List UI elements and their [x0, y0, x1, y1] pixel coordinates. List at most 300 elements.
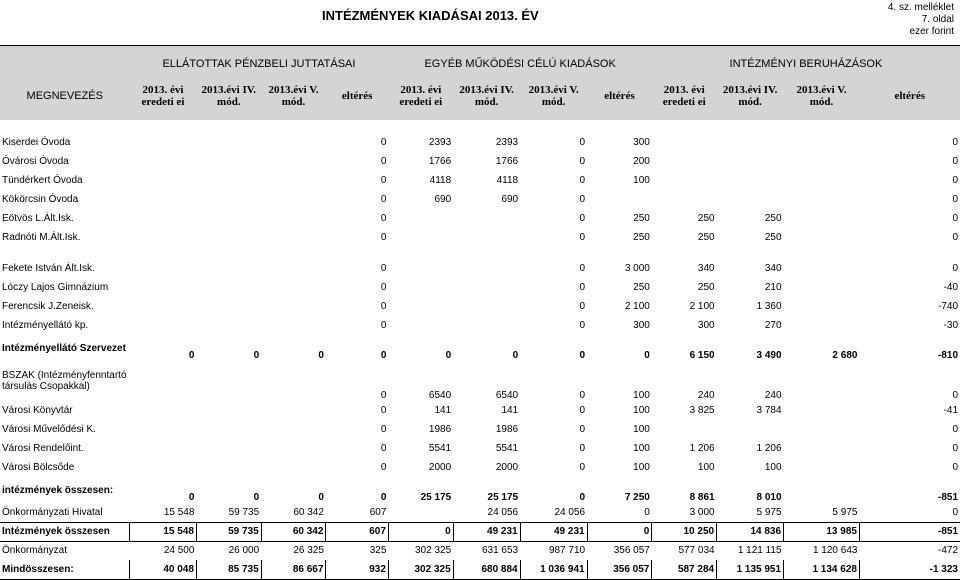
- value-cell: 0: [388, 522, 453, 541]
- value-cell: 14 836: [717, 522, 784, 541]
- value-cell: 1 036 941: [520, 560, 587, 579]
- value-cell: 932: [326, 560, 389, 579]
- value-cell: [453, 228, 520, 247]
- value-cell: 0: [380, 194, 387, 205]
- value-cell: 2393: [428, 137, 452, 148]
- value-cell: 356 057: [613, 545, 650, 557]
- value-cell: [129, 228, 196, 247]
- row-label: Óvárosi Óvoda: [2, 156, 69, 167]
- table-row: [0, 335, 960, 361]
- value-cell: 10 250: [652, 522, 717, 541]
- value-cell: 15 548: [163, 506, 195, 518]
- table-row: [0, 477, 960, 503]
- value-cell: -851: [859, 522, 960, 541]
- value-cell: 240: [764, 390, 782, 401]
- value-cell: 240: [697, 390, 715, 401]
- value-cell: 100: [633, 390, 650, 401]
- value-cell: 340: [697, 263, 715, 274]
- value-cell: [784, 228, 860, 247]
- value-cell: 250: [633, 232, 650, 243]
- value-cell: [261, 228, 326, 247]
- value-cell: 24 056: [487, 506, 519, 518]
- value-cell: 0: [579, 263, 586, 274]
- value-cell: 0: [318, 350, 324, 361]
- value-cell: 1 120 643: [812, 545, 858, 557]
- value-cell: [652, 171, 717, 190]
- table-row: [0, 458, 960, 477]
- value-cell: 690: [434, 194, 452, 205]
- value-cell: 3 825: [689, 405, 715, 416]
- row-label: Intézményellátó kp.: [2, 320, 89, 331]
- value-cell: 0: [380, 282, 387, 293]
- value-cell: [784, 190, 860, 209]
- value-cell: 5541: [428, 443, 452, 454]
- value-cell: [261, 361, 326, 401]
- value-cell: 0: [380, 175, 387, 186]
- value-cell: 270: [764, 320, 782, 331]
- value-cell: [388, 297, 453, 316]
- value-cell: [261, 171, 326, 190]
- value-cell: 302 325: [415, 545, 452, 557]
- value-cell: [196, 209, 261, 228]
- value-cell: [453, 316, 520, 335]
- value-cell: 0: [579, 156, 586, 167]
- value-cell: [261, 458, 326, 477]
- value-cell: 5 975: [832, 506, 858, 518]
- value-cell: 1766: [428, 156, 452, 167]
- table-row: [0, 541, 960, 560]
- value-cell: 25 175: [420, 492, 452, 503]
- table-row: [0, 228, 960, 247]
- value-cell: 0: [579, 301, 586, 312]
- row-label: Intézmények összesen: [0, 522, 129, 541]
- value-cell: 0: [579, 320, 586, 331]
- value-cell: [129, 439, 196, 458]
- value-cell: 0: [380, 137, 387, 148]
- value-cell: [196, 133, 261, 152]
- value-cell: [129, 190, 196, 209]
- value-cell: -30: [943, 320, 958, 331]
- value-cell: [196, 278, 261, 297]
- value-cell: 0: [952, 506, 958, 518]
- value-cell: [129, 458, 196, 477]
- value-cell: [129, 152, 196, 171]
- value-cell: 0: [579, 443, 586, 454]
- value-cell: [196, 401, 261, 420]
- value-cell: 0: [579, 213, 586, 224]
- row-label: Önkormányzati Hivatal: [2, 506, 103, 518]
- value-cell: 100: [633, 443, 650, 454]
- table-row: [0, 171, 960, 190]
- value-cell: 4118: [496, 175, 519, 186]
- value-cell: [784, 361, 860, 401]
- value-cell: 0: [644, 350, 650, 361]
- col-header: 2013.évi V. mód.: [268, 84, 319, 108]
- value-cell: 200: [633, 156, 650, 167]
- value-cell: [196, 361, 261, 401]
- table-row: [0, 133, 960, 152]
- value-cell: 59 735: [196, 522, 261, 541]
- value-cell: 0: [952, 194, 958, 205]
- value-cell: [784, 209, 860, 228]
- value-cell: 250: [764, 232, 782, 243]
- value-cell: 0: [380, 424, 387, 435]
- value-cell: 3 784: [756, 405, 782, 416]
- col-header: 2013.évi IV. mód.: [722, 84, 778, 108]
- value-cell: 0: [579, 350, 586, 361]
- table-row: [0, 361, 960, 401]
- col-header: eltérés: [894, 90, 925, 102]
- value-cell: 987 710: [548, 545, 586, 557]
- row-label: Fekete István Ált.Isk.: [2, 263, 95, 274]
- value-cell: 0: [380, 350, 387, 361]
- value-cell: 59 735: [228, 506, 260, 518]
- value-cell: 6540: [495, 390, 519, 401]
- value-cell: 1 121 115: [737, 545, 782, 557]
- value-cell: [784, 420, 860, 439]
- value-cell: [129, 171, 196, 190]
- value-cell: 2 100: [624, 301, 650, 312]
- row-label: Ferencsik J.Zeneisk.: [2, 301, 94, 312]
- value-cell: [129, 259, 196, 278]
- value-cell: 0: [952, 232, 958, 243]
- value-cell: 0: [253, 350, 260, 361]
- value-cell: 0: [579, 232, 586, 243]
- value-cell: [784, 316, 860, 335]
- value-cell: 0: [952, 175, 958, 186]
- row-label: Tündérkert Óvoda: [2, 175, 83, 186]
- value-cell: 0: [380, 156, 387, 167]
- value-cell: [388, 259, 453, 278]
- value-cell: 1 135 951: [717, 560, 784, 579]
- value-cell: 2393: [495, 137, 519, 148]
- value-cell: [196, 420, 261, 439]
- page-number: 7. oldal: [921, 14, 954, 25]
- value-cell: 0: [579, 462, 586, 473]
- value-cell: [717, 152, 784, 171]
- row-label: Radnóti M.Ált.Isk.: [2, 232, 81, 243]
- value-cell: 587 284: [652, 560, 717, 579]
- value-cell: 356 057: [587, 560, 652, 579]
- value-cell: 2 680: [832, 350, 858, 361]
- value-cell: 0: [952, 424, 958, 435]
- value-cell: 0: [952, 263, 958, 274]
- value-cell: 0: [579, 424, 586, 435]
- value-cell: 210: [764, 282, 782, 293]
- expenditure-table: [0, 45, 960, 580]
- value-cell: 0: [380, 263, 387, 274]
- value-cell: [784, 477, 860, 503]
- value-cell: 250: [633, 282, 650, 293]
- value-cell: 24 056: [554, 506, 586, 518]
- col-header: 2013. évi eredeti ei: [141, 84, 185, 108]
- value-cell: 0: [952, 137, 958, 148]
- value-cell: 250: [633, 213, 650, 224]
- name-column-header: MEGNEVEZÉS: [26, 90, 103, 102]
- value-cell: 0: [380, 320, 387, 331]
- value-cell: [388, 278, 453, 297]
- value-cell: [196, 458, 261, 477]
- value-cell: [261, 259, 326, 278]
- table-row: [0, 401, 960, 420]
- value-cell: -472: [937, 545, 958, 557]
- value-cell: 0: [380, 405, 387, 416]
- value-cell: [453, 297, 520, 316]
- row-label: intézmények összesen:: [2, 484, 114, 496]
- value-cell: [717, 190, 784, 209]
- value-cell: 300: [633, 320, 650, 331]
- value-cell: [587, 190, 652, 209]
- value-cell: 0: [253, 492, 260, 503]
- value-cell: 0: [587, 522, 652, 541]
- value-cell: 0: [579, 175, 586, 186]
- value-cell: -40: [943, 282, 958, 293]
- value-cell: [388, 503, 453, 522]
- value-cell: 0: [952, 462, 958, 473]
- value-cell: 250: [697, 213, 715, 224]
- value-cell: 6 150: [689, 350, 715, 361]
- value-cell: 1986: [428, 424, 452, 435]
- subcolumn-header-row: [0, 72, 960, 120]
- value-cell: -740: [937, 301, 958, 312]
- value-cell: 325: [369, 545, 387, 557]
- value-cell: 4118: [429, 175, 452, 186]
- value-cell: 8 861: [689, 492, 715, 503]
- spacer-cell: [0, 247, 960, 259]
- value-cell: 0: [579, 492, 586, 503]
- value-cell: [453, 278, 520, 297]
- value-cell: [129, 209, 196, 228]
- value-cell: [261, 278, 326, 297]
- value-cell: [784, 401, 860, 420]
- value-cell: 49 231: [453, 522, 520, 541]
- value-cell: [129, 297, 196, 316]
- page-title: INTÉZMÉNYEK KIADÁSAI 2013. ÉV: [322, 8, 539, 23]
- value-cell: 690: [501, 194, 519, 205]
- value-cell: [129, 361, 196, 401]
- value-cell: 631 653: [481, 545, 519, 557]
- value-cell: 7 250: [624, 492, 650, 503]
- value-cell: 250: [697, 232, 715, 243]
- row-label: Lóczy Lajos Gimnázium: [2, 282, 109, 293]
- value-cell: 2000: [428, 462, 452, 473]
- value-cell: [196, 228, 261, 247]
- value-cell: 0: [318, 492, 324, 503]
- value-cell: 3 000: [624, 263, 650, 274]
- value-cell: [129, 278, 196, 297]
- value-cell: [784, 439, 860, 458]
- value-cell: [717, 171, 784, 190]
- value-cell: 302 325: [388, 560, 453, 579]
- value-cell: 1 206: [756, 443, 782, 454]
- value-cell: 86 667: [261, 560, 326, 579]
- value-cell: 607: [326, 522, 389, 541]
- value-cell: [196, 259, 261, 278]
- value-cell: 60 342: [261, 522, 326, 541]
- value-cell: 25 175: [487, 492, 519, 503]
- value-cell: 5541: [495, 443, 519, 454]
- value-cell: 5 975: [756, 506, 782, 518]
- value-cell: [261, 152, 326, 171]
- value-cell: 1 360: [756, 301, 782, 312]
- table-row: [0, 259, 960, 278]
- value-cell: 13 985: [784, 522, 860, 541]
- value-cell: -1 323: [859, 560, 960, 579]
- value-cell: 1 134 628: [784, 560, 860, 579]
- value-cell: 15 548: [129, 522, 196, 541]
- col-header: 2013.évi IV. mód.: [201, 84, 257, 108]
- value-cell: -851: [937, 492, 958, 503]
- group-header-benefits: ELLÁTOTTAK PÉNZBELI JUTTATÁSAI: [129, 46, 388, 73]
- value-cell: -41: [943, 405, 958, 416]
- value-cell: [453, 209, 520, 228]
- value-cell: [129, 401, 196, 420]
- value-cell: [129, 133, 196, 152]
- value-cell: [784, 458, 860, 477]
- value-cell: 0: [380, 443, 387, 454]
- value-cell: [196, 439, 261, 458]
- value-cell: 300: [633, 137, 650, 148]
- value-cell: 0: [644, 506, 650, 518]
- value-cell: [388, 228, 453, 247]
- table-row: [0, 503, 960, 522]
- row-label: Városi Bölcsőde: [2, 462, 75, 473]
- value-cell: [652, 152, 717, 171]
- value-cell: [453, 259, 520, 278]
- value-cell: 340: [764, 263, 782, 274]
- value-cell: [652, 133, 717, 152]
- value-cell: [388, 209, 453, 228]
- value-cell: 0: [380, 462, 387, 473]
- row-label: Önkormányzat: [2, 545, 68, 557]
- value-cell: [784, 259, 860, 278]
- value-cell: 100: [633, 405, 650, 416]
- value-cell: 1986: [495, 424, 519, 435]
- group-header-row: [0, 46, 960, 73]
- col-header: 2013.évi V. mód.: [796, 84, 847, 108]
- value-cell: [261, 190, 326, 209]
- value-cell: 250: [697, 282, 715, 293]
- spacer-row: [0, 247, 960, 259]
- col-header: eltérés: [604, 90, 635, 102]
- table-row: [0, 209, 960, 228]
- value-cell: [261, 439, 326, 458]
- value-cell: 24 500: [163, 545, 195, 557]
- value-cell: 0: [952, 156, 958, 167]
- table-row: [0, 522, 960, 541]
- value-cell: 0: [445, 350, 452, 361]
- table-row: [0, 560, 960, 579]
- value-cell: 0: [380, 390, 387, 401]
- value-cell: 141: [501, 405, 519, 416]
- value-cell: 26 325: [293, 545, 324, 557]
- value-cell: 100: [633, 462, 650, 473]
- value-cell: 250: [764, 213, 782, 224]
- annex-reference: [888, 2, 954, 38]
- value-cell: [784, 297, 860, 316]
- table-row: [0, 152, 960, 171]
- row-label: Kökörcsin Óvoda: [2, 194, 79, 205]
- spacer-row: [0, 120, 960, 133]
- value-cell: 49 231: [520, 522, 587, 541]
- value-cell: 2 100: [689, 301, 715, 312]
- value-cell: 3 000: [689, 506, 715, 518]
- value-cell: 607: [369, 506, 387, 518]
- value-cell: [261, 316, 326, 335]
- value-cell: [129, 420, 196, 439]
- value-cell: [129, 316, 196, 335]
- value-cell: 100: [633, 175, 650, 186]
- value-cell: 60 342: [293, 506, 324, 518]
- row-label: Intézményellátó Szervezet: [2, 342, 126, 354]
- col-header: 2013. évi eredeti ei: [399, 84, 443, 108]
- value-cell: [652, 420, 717, 439]
- value-cell: [717, 420, 784, 439]
- value-cell: [196, 171, 261, 190]
- value-cell: [388, 316, 453, 335]
- value-cell: 1766: [495, 156, 519, 167]
- table-row: [0, 420, 960, 439]
- row-label: Városi Könyvtár: [2, 405, 73, 416]
- row-label: Városi Rendelőint.: [2, 443, 84, 454]
- value-cell: 100: [764, 462, 782, 473]
- value-cell: 0: [380, 492, 387, 503]
- value-cell: 0: [952, 443, 958, 454]
- value-cell: [717, 133, 784, 152]
- value-cell: [196, 297, 261, 316]
- col-header: 2013.évi IV. mód.: [459, 84, 514, 108]
- value-cell: 680 884: [453, 560, 520, 579]
- value-cell: 141: [434, 405, 452, 416]
- value-cell: 0: [952, 213, 958, 224]
- value-cell: [261, 133, 326, 152]
- value-cell: 40 048: [129, 560, 196, 579]
- value-cell: -810: [937, 350, 958, 361]
- value-cell: [784, 171, 860, 190]
- table-row: [0, 278, 960, 297]
- table-row: [0, 439, 960, 458]
- value-cell: [784, 278, 860, 297]
- value-cell: [261, 420, 326, 439]
- col-header: 2013. évi eredeti ei: [662, 84, 706, 108]
- value-cell: 0: [188, 350, 195, 361]
- value-cell: [784, 152, 860, 171]
- table-row: [0, 190, 960, 209]
- row-label: Városi Művelődési K.: [2, 424, 96, 435]
- col-header: 2013.évi V. mód.: [528, 84, 579, 108]
- value-cell: 0: [188, 492, 195, 503]
- value-cell: 0: [579, 137, 586, 148]
- value-cell: 0: [512, 350, 519, 361]
- row-label: Mindösszesen:: [0, 560, 129, 579]
- value-cell: 0: [380, 301, 387, 312]
- value-cell: 100: [633, 424, 650, 435]
- row-label: Kiserdei Óvoda: [2, 137, 71, 148]
- annex-number: 4. sz. melléklet: [887, 2, 954, 13]
- col-header: eltérés: [341, 90, 373, 102]
- value-cell: [196, 316, 261, 335]
- value-cell: 0: [579, 194, 586, 205]
- value-cell: 577 034: [678, 545, 715, 557]
- value-cell: 0: [380, 232, 387, 243]
- group-header-operating: EGYÉB MŰKÖDÉSI CÉLÚ KIADÁSOK: [388, 46, 651, 73]
- row-label: Eötvös L.Ált.Isk.: [2, 213, 74, 224]
- value-cell: 6540: [428, 390, 452, 401]
- value-cell: 3 490: [756, 350, 782, 361]
- value-cell: 0: [579, 282, 586, 293]
- value-cell: [652, 190, 717, 209]
- unit-label: ezer forint: [909, 26, 954, 37]
